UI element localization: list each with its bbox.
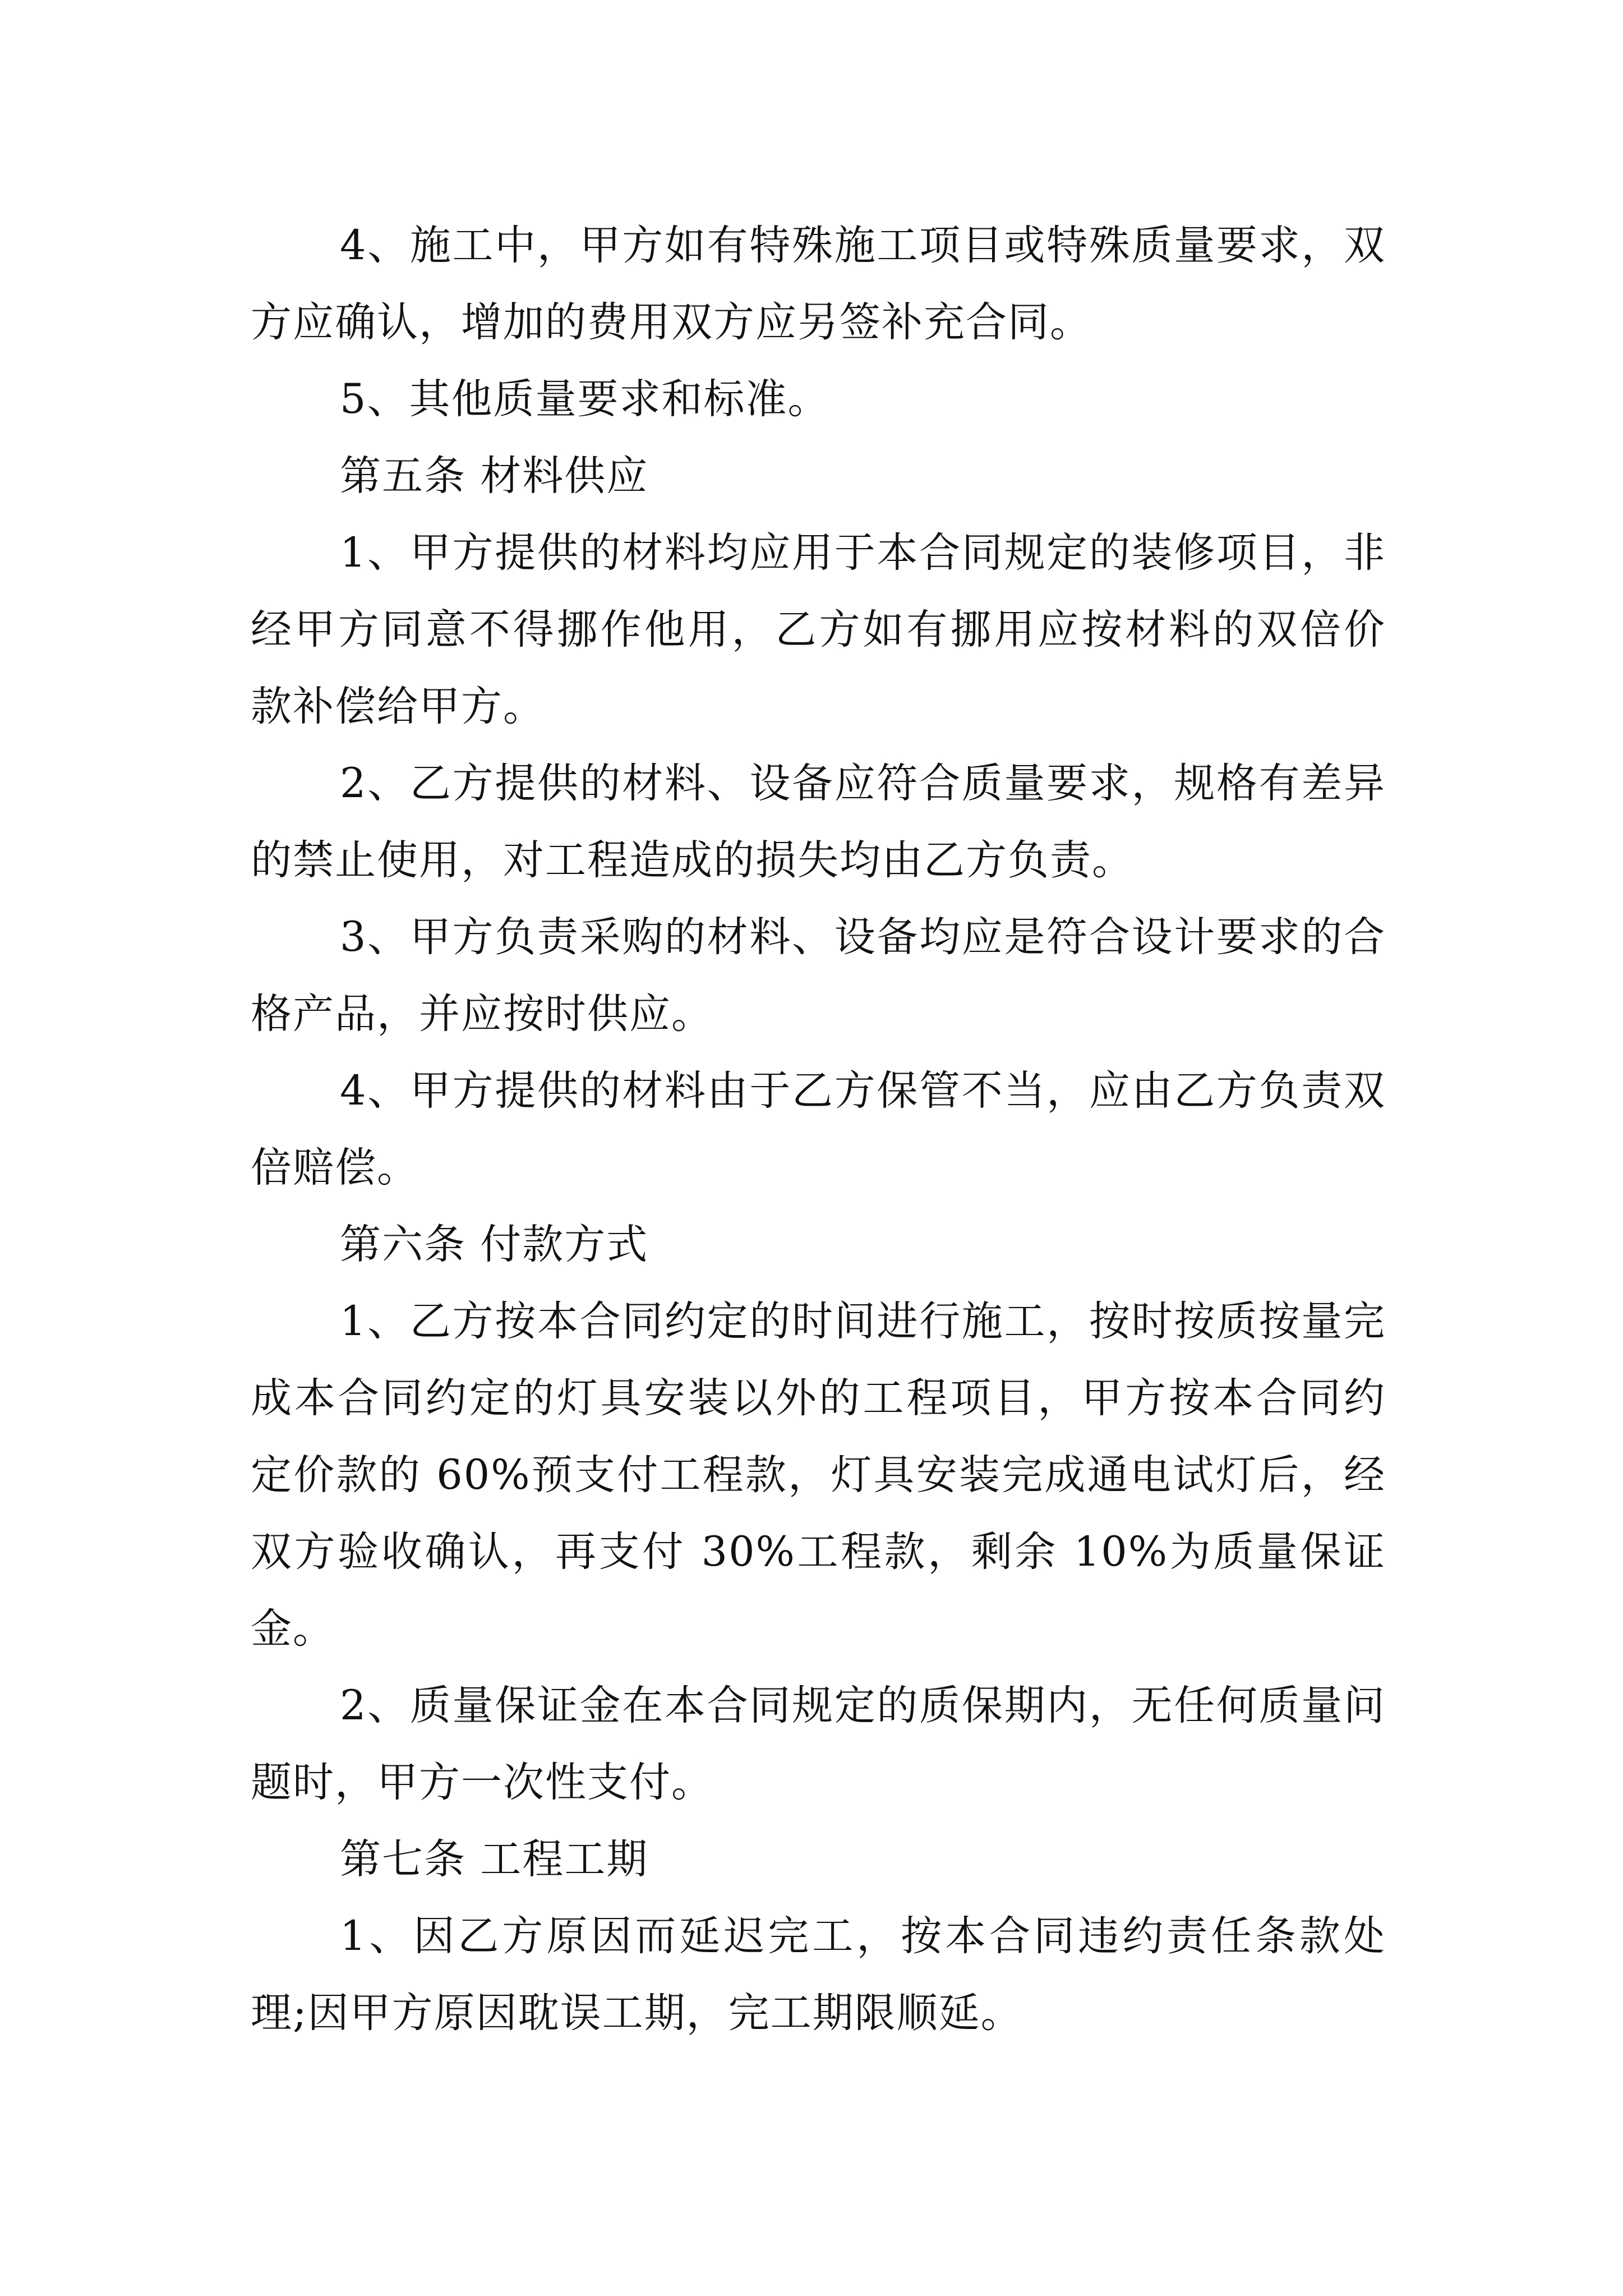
clause-4-item-4: 4、施工中，甲方如有特殊施工项目或特殊质量要求，双方应确认，增加的费用双方应另签补充合同。 — [251, 222, 1386, 346]
clause-5-item-2: 2、乙方提供的材料、设备应符合质量要求，规格有差异的禁止使用，对工程造成的损失均由乙方负责。 — [251, 760, 1386, 884]
clause-6-item-1: 1、乙方按本合同约定的时间进行施工，按时按质按量完成本合同约定的灯具安装以外的工程项目，甲方按本合同约定价款的 60%预支付工程款，灯具安装完成通电试灯后，经双方验收确认，再支付 30%工程款，剩余 10%为质量保证金。 — [251, 1297, 1386, 1653]
clause-5-item-3: 3、甲方负责采购的材料、设备均应是符合设计要求的合格产品，并应按时供应。 — [251, 913, 1386, 1038]
clause-4-item-5: 5、其他质量要求和标准。 — [340, 375, 830, 423]
clause-6-item-2: 2、质量保证金在本合同规定的质保期内，无任何质量问题时，甲方一次性支付。 — [251, 1682, 1386, 1806]
clause-5-item-1: 1、甲方提供的材料均应用于本合同规定的装修项目，非经甲方同意不得挪作他用，乙方如有挪用应按材料的双倍价款补偿给甲方。 — [251, 529, 1386, 730]
clause-7-item-1: 1、因乙方原因而延迟完工，按本合同违约责任条款处理;因甲方原因耽误工期，完工期限顺延。 — [251, 1912, 1386, 2037]
document-body — [251, 207, 1386, 2051]
article-6-heading: 第六条 付款方式 — [340, 1221, 649, 1268]
article-7-heading: 第七条 工程工期 — [340, 1835, 649, 1883]
clause-5-item-4: 4、甲方提供的材料由于乙方保管不当，应由乙方负责双倍赔偿。 — [251, 1067, 1386, 1191]
article-5-heading: 第五条 材料供应 — [340, 452, 649, 500]
